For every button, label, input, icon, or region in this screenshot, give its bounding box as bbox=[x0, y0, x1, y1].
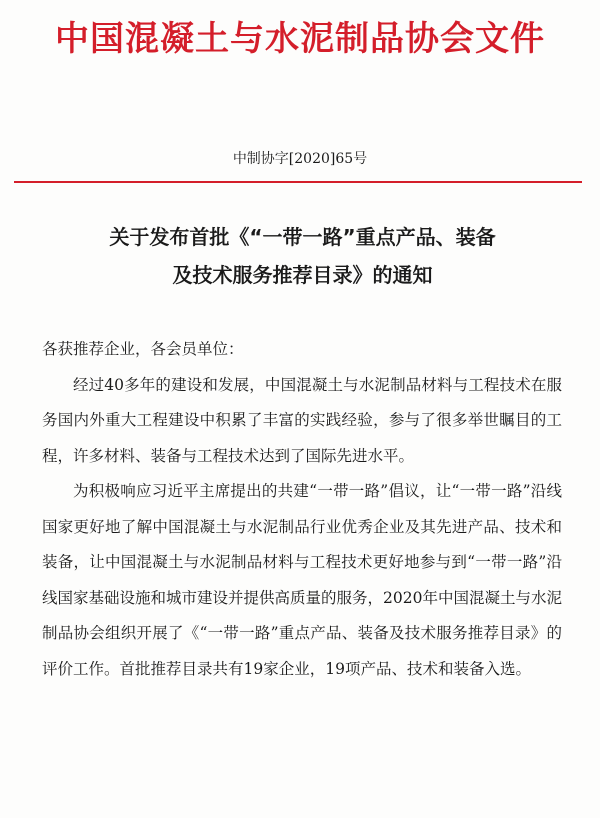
letterhead-title: 中国混凝土与水泥制品协会文件 bbox=[55, 19, 545, 59]
salutation: 各获推荐企业，各会员单位： bbox=[42, 340, 244, 358]
notice-title bbox=[30, 218, 575, 294]
body-paragraph-2: 为积极响应习近平主席提出的共建“一带一路”倡议，让“一带一路”沿线国家更好地了解中国混凝土与水泥制品行业优秀企业及其先进产品、技术和装备，让中国混凝土与水泥制品材料与工程技术更好地参与到“一带一路”沿线国家基础设施和城市建设并提供高质量的服务，2020年中国混凝土与水泥制品协会组织开展了《“一带一路”重点产品、装备及技术服务推荐目录》的评价工作。首批推荐目录共有19家企业，19项产品、技术和装备入选。 bbox=[42, 482, 562, 678]
notice-title-line-2: 及技术服务推荐目录》的通知 bbox=[172, 263, 433, 287]
notice-title-line-1: 关于发布首批《“一带一路”重点产品、装备 bbox=[109, 225, 496, 249]
notice-body bbox=[42, 332, 562, 687]
body-paragraph-1: 经过40多年的建设和发展，中国混凝土与水泥制品材料与工程技术在服务国内外重大工程建设中积累了丰富的实践经验，参与了很多举世瞩目的工程，许多材料、装备与工程技术达到了国际先进水平。 bbox=[42, 375, 562, 465]
letterhead-divider bbox=[14, 181, 582, 183]
document-number: 中制协字[2020]65号 bbox=[232, 151, 368, 167]
